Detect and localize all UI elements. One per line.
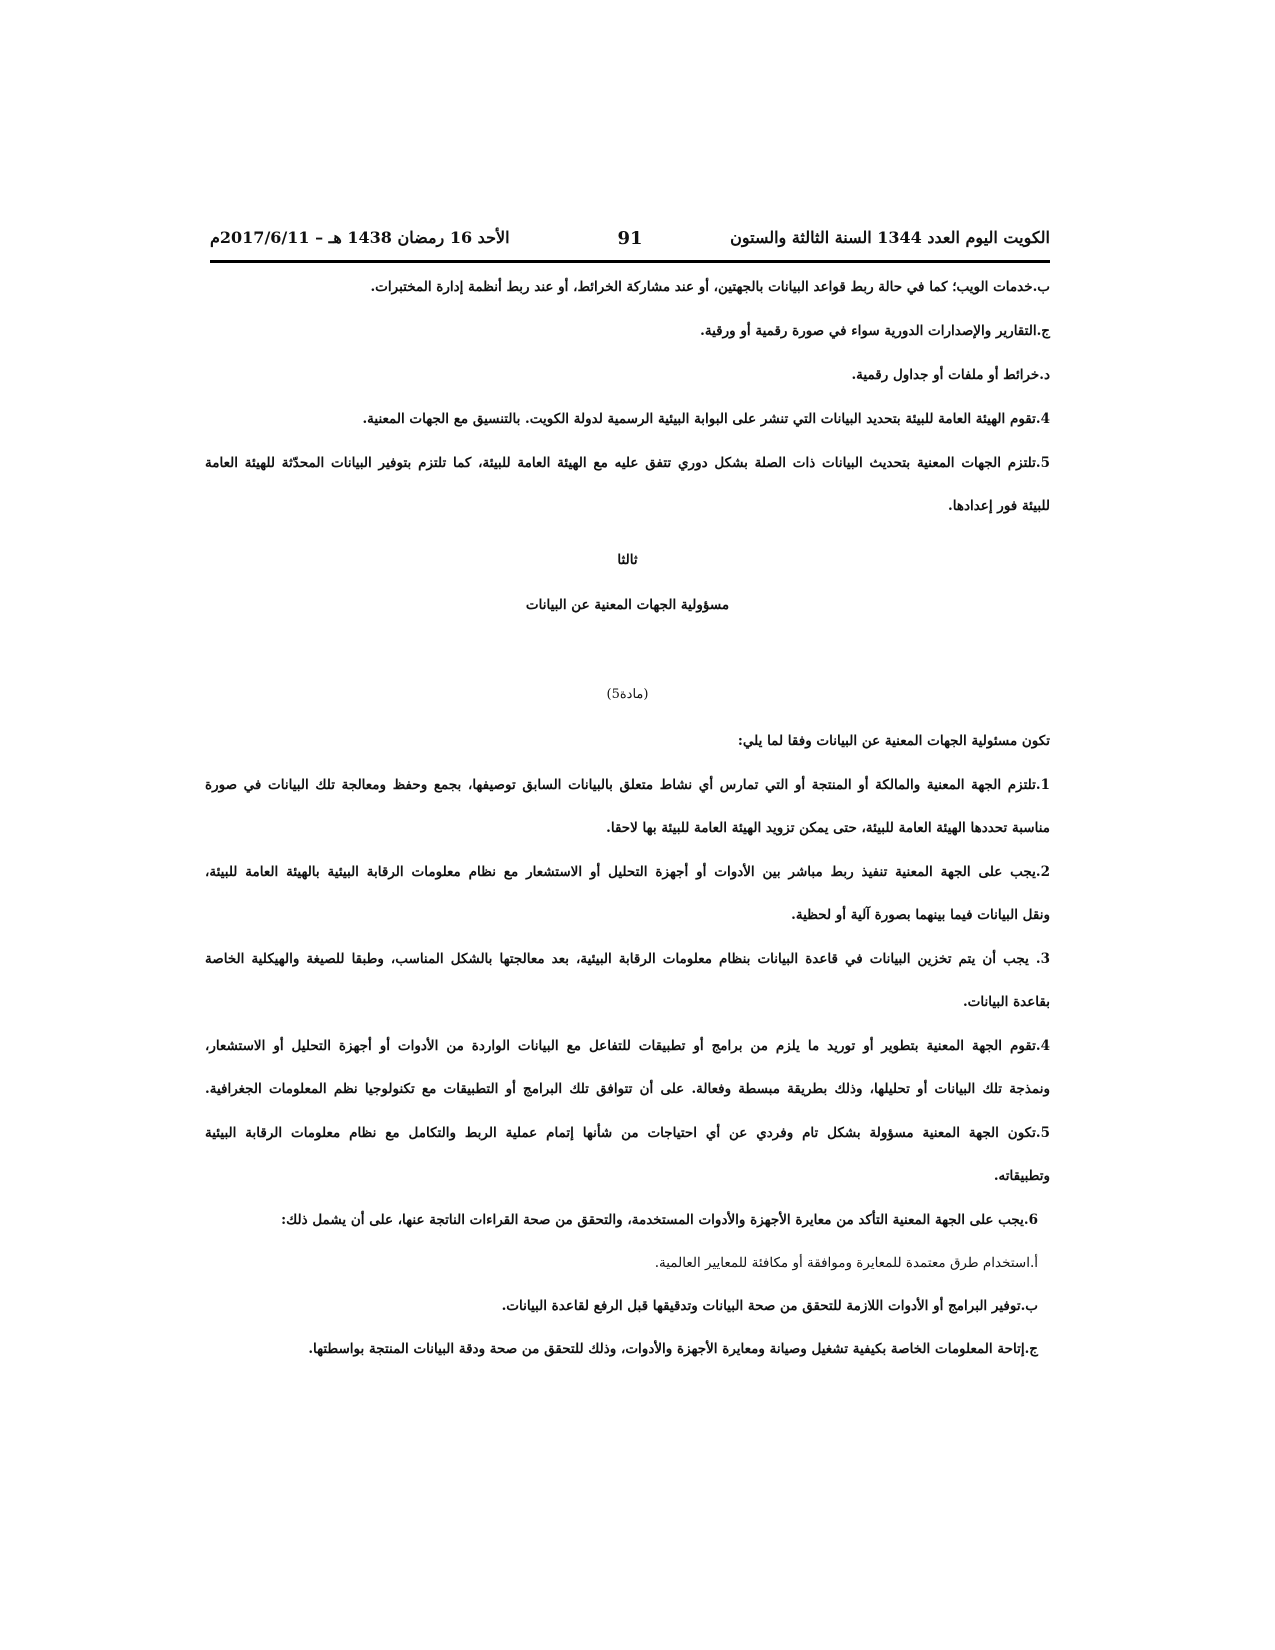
para-2-line-2: ونقل البيانات فيما بينهما بصورة آلية أو لحظية. [791, 907, 1050, 923]
para-3-line-1: 3. يجب أن يتم تخزين البيانات في قاعدة البيانات بنظام معلومات الرقابة البيئية، بعد معالجتها بالشكل المناسب، وطبقا للصيغة والهيكلية الخاصة [205, 951, 1050, 967]
item-d-maps: د.خرائط أو ملفات أو جداول رقمية. [851, 367, 1050, 383]
item-c-reports: ج.التقارير والإصدارات الدورية سواء في صورة رقمية أو ورقية. [700, 323, 1050, 339]
article-number: (مادة5) [606, 687, 649, 702]
page-header [210, 226, 1050, 263]
para-4-line-2: ونمذجة تلك البيانات أو تحليلها، وذلك بطريقة مبسطة وفعالة. على أن تتوافق تلك البرامج أو التطبيقات مع تكنولوجيا نظم المعلومات الجغرافية. [205, 1081, 1050, 1097]
gazette-issue-info: الكويت اليوم العدد 1344 السنة الثالثة والستون [730, 228, 1050, 247]
para-1-line-1: 1.تلتزم الجهة المعنية والمالكة أو المنتجة أو التي تمارس أي نشاط متعلق بالبيانات السابق توصيفها، بجمع وحفظ ومعالجة تلك البيانات في صورة [205, 777, 1050, 793]
document-body [205, 276, 1050, 1360]
para-6-item-c: ج.إتاحة المعلومات الخاصة بكيفية تشغيل وصيانة ومعايرة الأجهزة والأدوات، وذلك للتحقق من صحة ودقة البيانات المنتجة بواسطتها. [308, 1341, 1038, 1357]
para-4-line-1: 4.تقوم الجهة المعنية بتطوير أو توريد ما يلزم من برامج أو تطبيقات للتفاعل مع البيانات الواردة من الأدوات أو أجهزة التحليل أو الاستشعار، [205, 1038, 1050, 1054]
para-5-line-2: وتطبيقاته. [993, 1168, 1050, 1184]
para-6-item-b: ب.توفير البرامج أو الأدوات اللازمة للتحقق من صحة البيانات وتدقيقها قبل الرفع لقاعدة البيانات. [501, 1298, 1038, 1314]
clause-5-line-1: 5.تلتزم الجهات المعنية بتحديث البيانات ذات الصلة بشكل دوري تتفق عليه مع الهيئة العامة للبيئة، كما تلتزم بتوفير البيانات المحدّثة للهيئة العامة [205, 455, 1050, 471]
para-3-line-2: بقاعدة البيانات. [962, 994, 1050, 1010]
clause-5-line-2: للبيئة فور إعدادها. [948, 498, 1050, 514]
para-1-line-2: مناسبة تحددها الهيئة العامة للبيئة، حتى يمكن تزويد الهيئة العامة للبيئة بها لاحقا. [606, 820, 1050, 836]
para-5-line-1: 5.تكون الجهة المعنية مسؤولة بشكل تام وفردي عن أي احتياجات من شأنها إتمام عملية الربط والتكامل مع نظام معلومات الرقابة البيئية [205, 1125, 1050, 1141]
article-intro: تكون مسئولية الجهات المعنية عن البيانات وفقا لما يلي: [737, 733, 1050, 749]
para-6-item-a: أ.استخدام طرق معتمدة للمعايرة وموافقة أو مكافئة للمعايير العالمية. [654, 1255, 1038, 1271]
para-6: 6.يجب على الجهة المعنية التأكد من معايرة الأجهزة والأدوات المستخدمة، والتحقق من صحة القراءات الناتجة عنها، على أن يشمل ذلك: [281, 1212, 1038, 1228]
item-b-web-services: ب.خدمات الويب؛ كما في حالة ربط قواعد البيانات بالجهتين، أو عند مشاركة الخرائط، أو عند ربط أنظمة إدارة المختبرات. [370, 279, 1050, 295]
para-2-line-1: 2.يجب على الجهة المعنية تنفيذ ربط مباشر بين الأدوات أو أجهزة التحليل أو الاستشعار مع نظام معلومات الرقابة البيئية بالهيئة العامة للبيئة، [205, 864, 1050, 880]
issue-date: الأحد 16 رمضان 1438 هـ – 2017/6/11م [210, 228, 510, 247]
section-number: ثالثا [617, 552, 638, 568]
section-title: مسؤولية الجهات المعنية عن البيانات [525, 597, 730, 613]
page-number: 91 [617, 228, 643, 249]
clause-4: 4.تقوم الهيئة العامة للبيئة بتحديد البيانات التي تنشر على البوابة البيئية الرسمية لدولة الكويت. بالتنسيق مع الجهات المعنية. [362, 411, 1050, 427]
